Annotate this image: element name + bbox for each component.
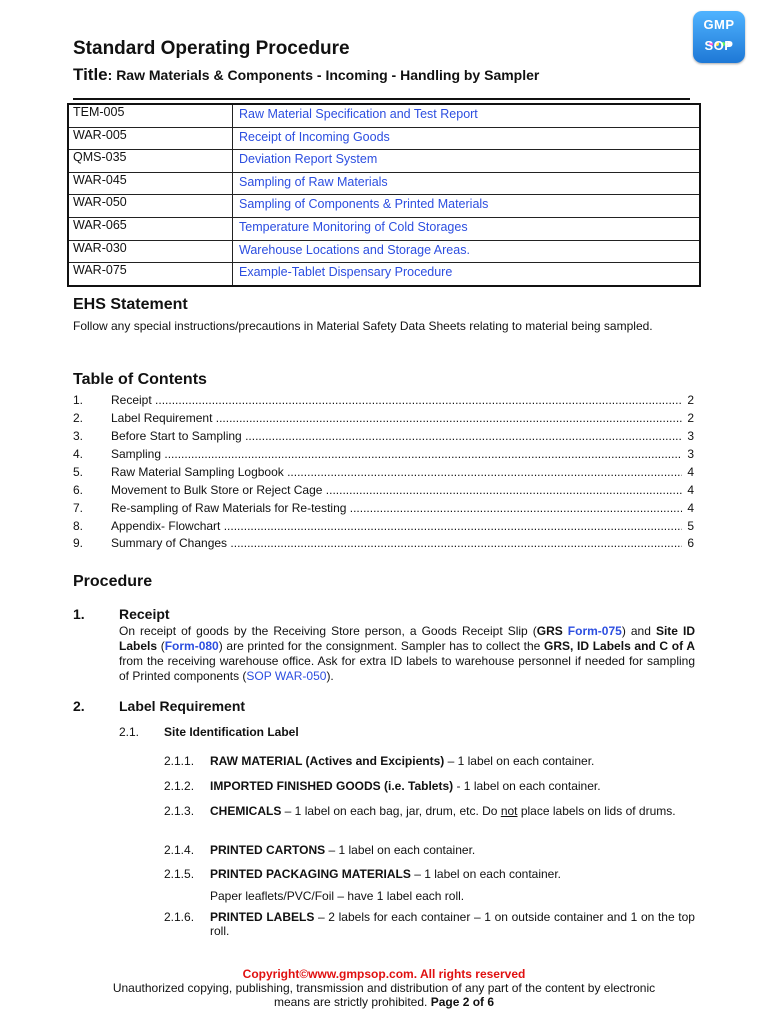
- toc-num: 1.: [73, 393, 84, 407]
- text-run: IMPORTED FINISHED GOODS (i.e. Tablets): [210, 779, 454, 793]
- toc-title: Label Requirement .....: [111, 409, 682, 427]
- toc-page: 2: [687, 411, 694, 425]
- toc-item[interactable]: [73, 463, 694, 481]
- text-run: GRS: [536, 624, 568, 638]
- toc-num: 6.: [73, 483, 84, 497]
- procedure-heading: Procedure: [73, 573, 153, 590]
- toc-num: 7.: [73, 501, 84, 515]
- text-run: ) and: [621, 624, 656, 638]
- document-subtitle: [73, 65, 539, 85]
- toc-page: 3: [687, 447, 694, 461]
- toc-item[interactable]: [73, 517, 694, 535]
- toc-page: 4: [687, 483, 694, 497]
- section-title: Receipt: [119, 606, 170, 622]
- ref-link[interactable]: Sampling of Components & Printed Materials: [233, 195, 701, 218]
- text-run: not: [500, 804, 518, 818]
- toc-item[interactable]: [73, 445, 694, 463]
- toc-page: 4: [687, 501, 694, 515]
- ref-code: WAR-030: [68, 240, 233, 263]
- subsection-title: Site Identification Label: [164, 725, 299, 739]
- text-run: RAW MATERIAL (Actives and Excipients): [210, 754, 445, 768]
- text-run: Site ID Labels: [119, 624, 695, 653]
- ref-link[interactable]: Sampling of Raw Materials: [233, 172, 701, 195]
- table-row: [68, 195, 700, 218]
- text-run: ) are printed for the consignment. Sampler has to collect the: [218, 639, 545, 653]
- text-run: place labels on lids of drums.: [517, 804, 676, 818]
- text-run: – 1 label on each container.: [410, 867, 562, 881]
- ref-code: TEM-005: [68, 104, 233, 127]
- table-row: [68, 217, 700, 240]
- gmp-sop-logo: [693, 11, 745, 63]
- toc-title: Movement to Bulk Store or Reject Cage .....: [111, 481, 682, 499]
- toc-item[interactable]: [73, 427, 694, 445]
- text-run: CHEMICALS: [210, 804, 282, 818]
- label-item-note: Paper leaflets/PVC/Foil – have 1 label each roll.: [210, 889, 465, 903]
- footer-line: Unauthorized copying, publishing, transmission and distribution of any part of the content by electronic: [112, 981, 656, 995]
- form-080-link[interactable]: Form-080: [164, 639, 219, 653]
- page-number: Page 2 of 6: [430, 995, 495, 1009]
- toc-title: Sampling .....: [111, 445, 682, 463]
- table-row: [68, 240, 700, 263]
- toc-num: 2.: [73, 411, 84, 425]
- label-item: [210, 754, 695, 768]
- label-item: [210, 779, 695, 793]
- toc-title: Before Start to Sampling .....: [111, 427, 682, 445]
- label-item: [210, 843, 695, 857]
- ref-code: WAR-065: [68, 217, 233, 240]
- toc-page: 4: [687, 465, 694, 479]
- form-075-link[interactable]: Form-075: [567, 624, 622, 638]
- ref-code: WAR-045: [68, 172, 233, 195]
- ref-link[interactable]: Receipt of Incoming Goods: [233, 127, 701, 150]
- toc-num: 3.: [73, 429, 84, 443]
- section-number: 1.: [73, 606, 85, 622]
- toc-title: Receipt .....: [111, 391, 682, 409]
- table-row: [68, 172, 700, 195]
- toc-item[interactable]: [73, 391, 694, 409]
- item-number: 2.1.3.: [164, 804, 195, 818]
- toc-page: 3: [687, 429, 694, 443]
- toc-item[interactable]: [73, 499, 694, 517]
- text-run: On receipt of goods by the Receiving Store person, a Goods Receipt Slip (: [119, 624, 537, 638]
- text-run: – 1 label on each container.: [444, 754, 595, 768]
- label-item: [210, 910, 695, 938]
- toc-num: 8.: [73, 519, 84, 533]
- toc-title: Summary of Changes .....: [111, 534, 682, 552]
- item-number: 2.1.2.: [164, 779, 195, 793]
- ref-code: WAR-050: [68, 195, 233, 218]
- text-run: means are strictly prohibited.: [273, 995, 431, 1009]
- copyright-line: Copyright©www.gmpsop.com. All rights reserved: [242, 967, 526, 981]
- ref-link[interactable]: Temperature Monitoring of Cold Storages: [233, 217, 701, 240]
- table-row: [68, 127, 700, 150]
- ref-code: WAR-005: [68, 127, 233, 150]
- toc-item[interactable]: [73, 481, 694, 499]
- subtitle-text: : Raw Materials & Components - Incoming - Handling by Sampler: [107, 67, 540, 83]
- toc-num: 5.: [73, 465, 84, 479]
- text-run: GRS, ID Labels and C of A: [544, 639, 696, 653]
- logo-text-bottom: SOP: [704, 38, 734, 53]
- text-run: ).: [326, 669, 334, 683]
- toc-title: Raw Material Sampling Logbook .....: [111, 463, 682, 481]
- header-rule: [73, 98, 690, 100]
- toc-num: 4.: [73, 447, 84, 461]
- ref-code: QMS-035: [68, 150, 233, 173]
- ref-link[interactable]: Raw Material Specification and Test Report: [233, 104, 701, 127]
- subsection-number: 2.1.: [119, 725, 140, 739]
- ref-code: WAR-075: [68, 263, 233, 286]
- ref-link[interactable]: Deviation Report System: [233, 150, 701, 173]
- text-run: – 1 label on each container.: [325, 843, 476, 857]
- toc-item[interactable]: [73, 409, 694, 427]
- table-row: [68, 104, 700, 127]
- text-run: PRINTED CARTONS: [210, 843, 326, 857]
- ref-link[interactable]: Example-Tablet Dispensary Procedure: [233, 263, 701, 286]
- item-number: 2.1.6.: [164, 910, 195, 924]
- text-run: – 1 label on each bag, jar, drum, etc. Do: [281, 804, 501, 818]
- table-row: [68, 263, 700, 286]
- footer: [0, 967, 768, 1009]
- references-table: [67, 103, 701, 287]
- text-run: PRINTED PACKAGING MATERIALS: [210, 867, 411, 881]
- toc-heading: Table of Contents: [73, 371, 207, 388]
- logo-text-top: GMP: [703, 17, 735, 32]
- section-number: 2.: [73, 698, 85, 714]
- toc-num: 9.: [73, 536, 84, 550]
- toc-item[interactable]: [73, 534, 694, 552]
- toc-page: 2: [687, 393, 694, 407]
- ehs-text: Follow any special instructions/precautions in Material Safety Data Sheets relating to material being sampled.: [73, 319, 653, 333]
- ehs-heading: EHS Statement: [73, 296, 188, 313]
- text-run: PRINTED LABELS: [210, 910, 315, 924]
- ref-link[interactable]: Warehouse Locations and Storage Areas.: [233, 240, 701, 263]
- text-run: - 1 label on each container.: [453, 779, 601, 793]
- footer-line-last: [0, 995, 768, 1009]
- toc-title: Re-sampling of Raw Materials for Re-testing .....: [111, 499, 682, 517]
- label-item: [210, 867, 695, 881]
- text-run: – 2 labels for each container – 1 on outside container and 1 on the top roll.: [210, 910, 695, 938]
- subtitle-label: Title: [73, 65, 108, 84]
- label-item: [210, 804, 695, 818]
- item-number: 2.1.5.: [164, 867, 195, 881]
- section-title: Label Requirement: [119, 698, 246, 714]
- item-number: 2.1.4.: [164, 843, 195, 857]
- document-title: Standard Operating Procedure: [73, 38, 350, 59]
- text-run: from the receiving warehouse office. Ask for extra ID labels to warehouse personnel if needed for sampling of Printed components (: [119, 654, 695, 683]
- toc-title: Appendix- Flowchart .....: [111, 517, 682, 535]
- table-row: [68, 150, 700, 173]
- sop-war-050-link[interactable]: SOP WAR-050: [246, 669, 327, 683]
- item-number: 2.1.1.: [164, 754, 195, 768]
- toc-page: 5: [687, 519, 694, 533]
- receipt-paragraph: [119, 624, 695, 684]
- toc-page: 6: [687, 536, 694, 550]
- text-run: (: [157, 639, 165, 653]
